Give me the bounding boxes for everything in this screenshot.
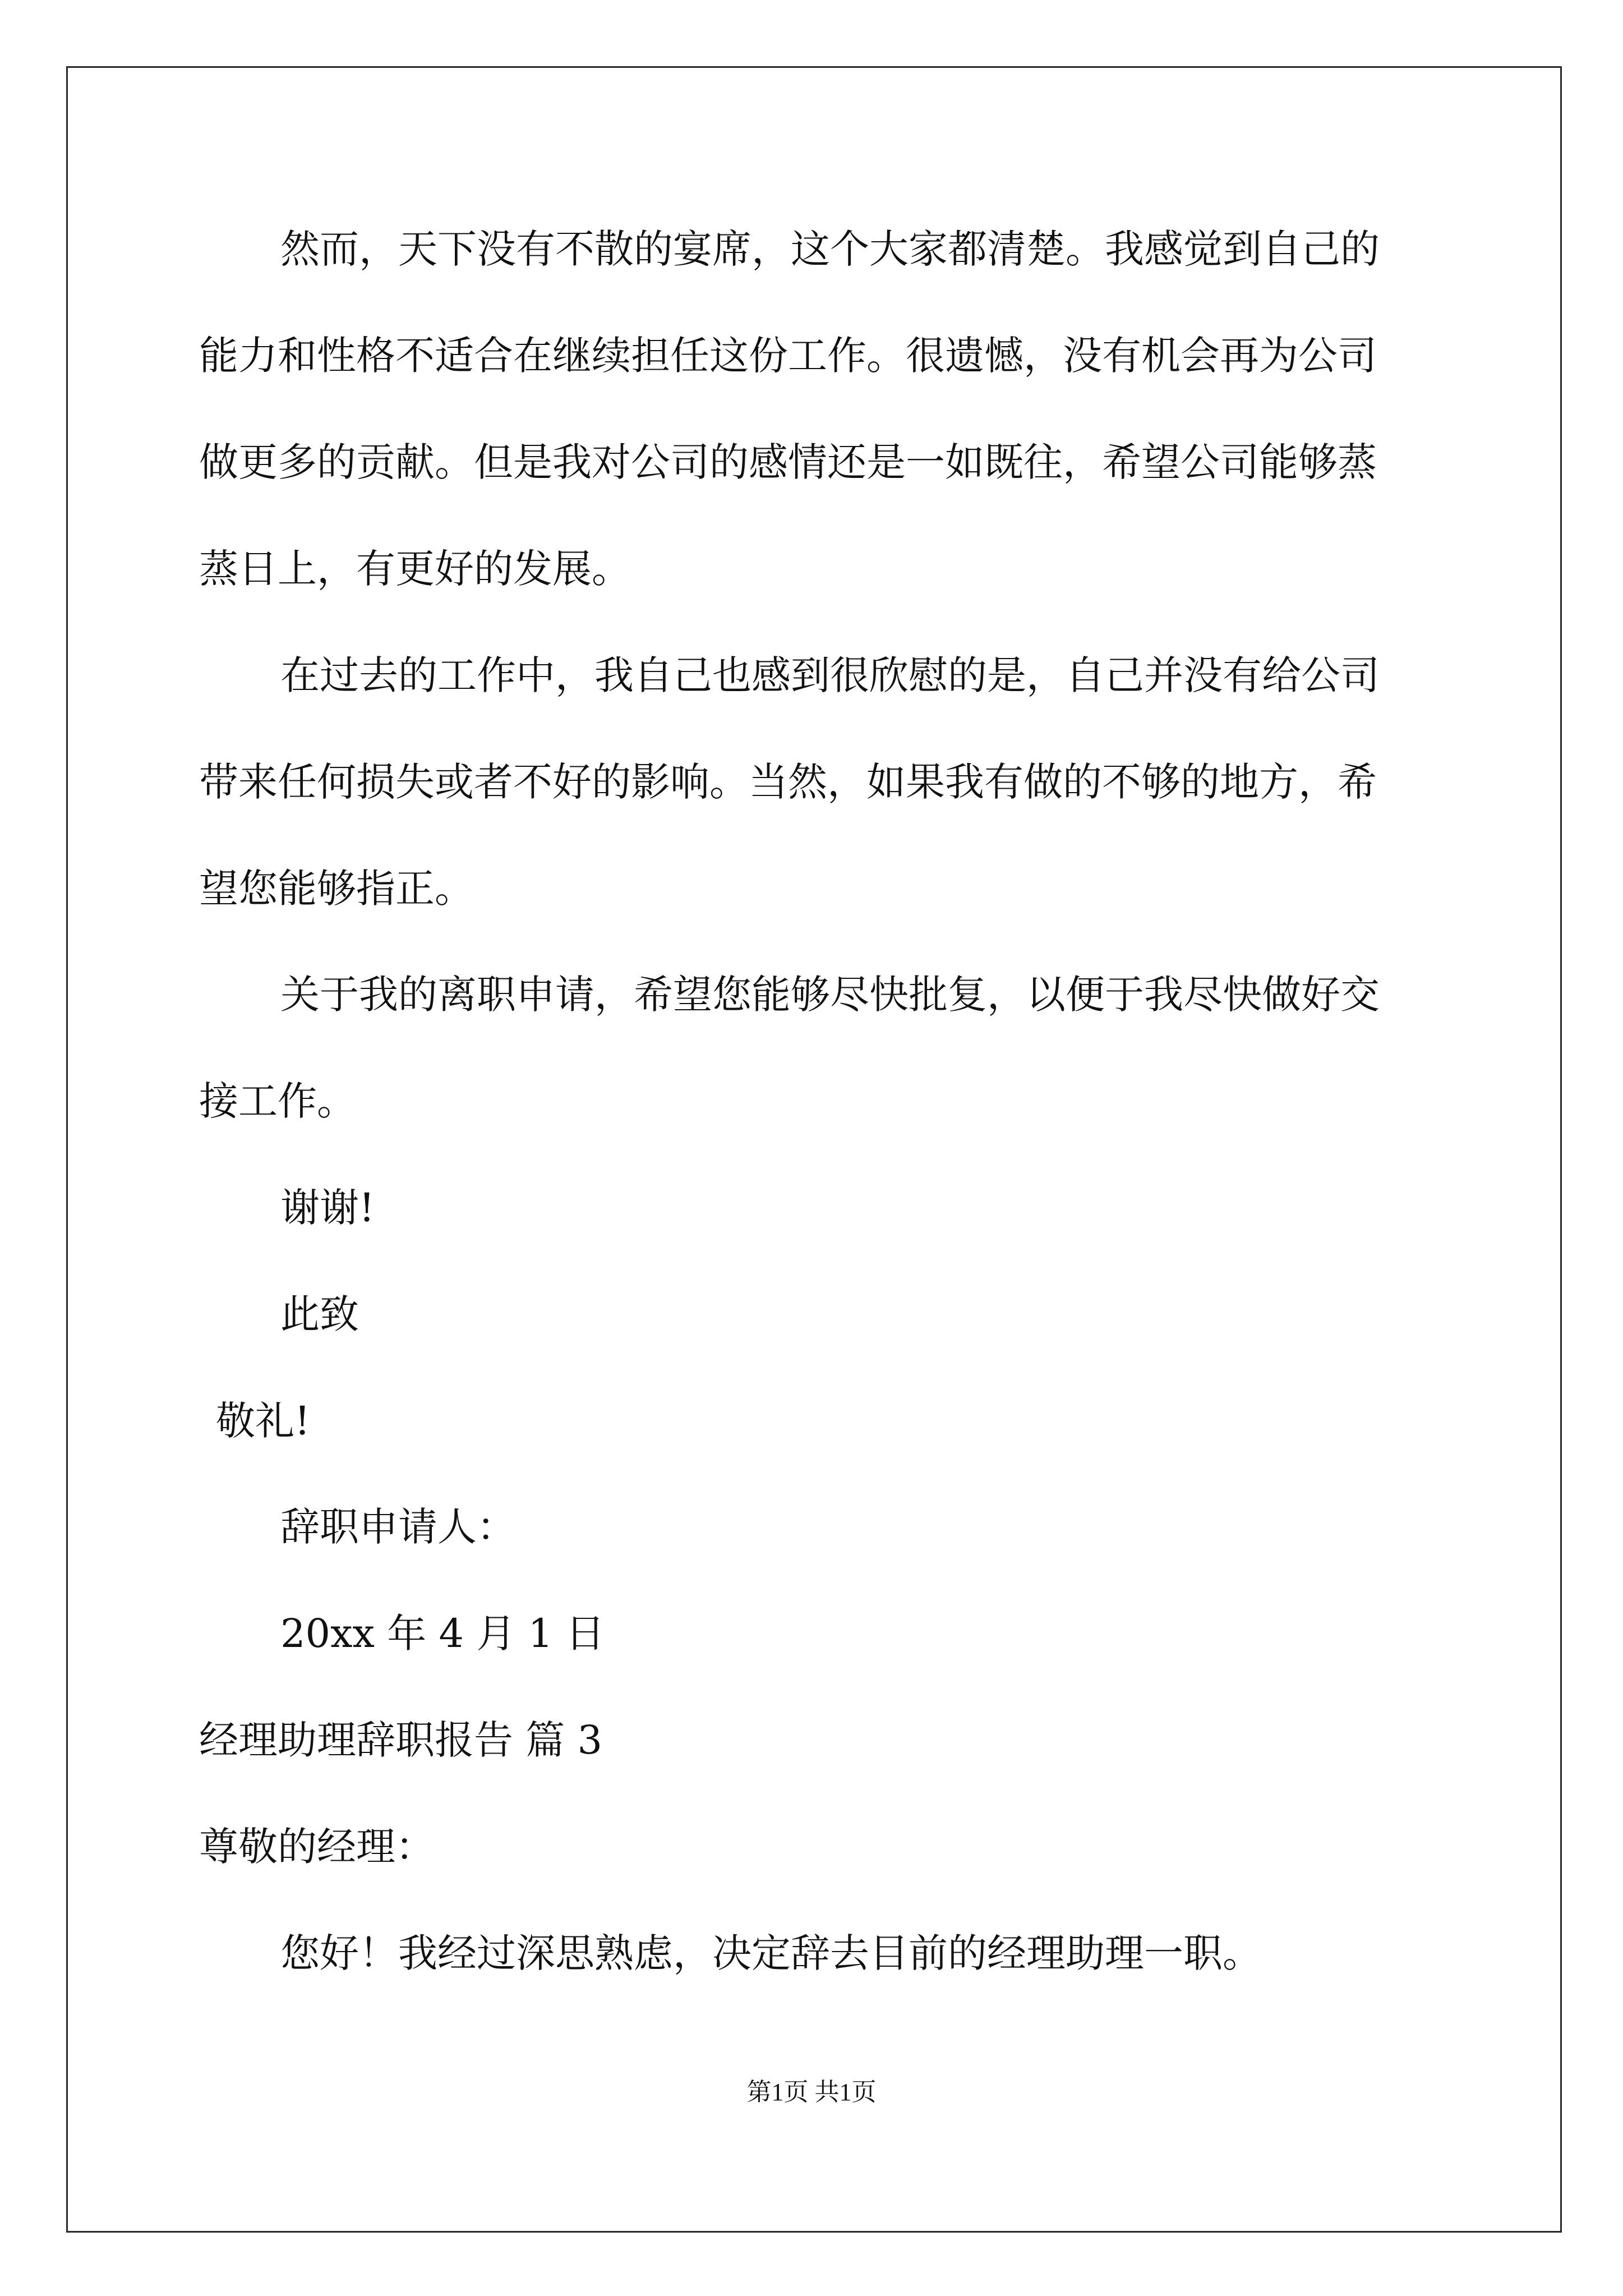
page-border [66,66,1562,2233]
paragraph-2-line-3: 望您能够指正。 [199,866,474,912]
paragraph-1-line-2: 能力和性格不适合在继续担任这份工作。很遗憾，没有机会再为公司 [199,333,1377,379]
paragraph-1-line-3: 做更多的贡献。但是我对公司的感情还是一如既往，希望公司能够蒸 [199,439,1377,485]
opening-line: 您好！我经过深思熟虑，决定辞去目前的经理助理一职。 [280,1930,1262,1976]
paragraph-2-line-2: 带来任何损失或者不好的影响。当然，如果我有做的不够的地方，希 [199,759,1377,805]
thanks-line: 谢谢! [280,1185,375,1231]
paragraph-1-line-4: 蒸日上，有更好的发展。 [199,546,631,592]
paragraph-3-line-2: 接工作。 [199,1078,356,1124]
signature-label: 辞职申请人： [280,1504,516,1550]
paragraph-3-line-1: 关于我的离职申请，希望您能够尽快批复，以便于我尽快做好交 [280,972,1380,1018]
paragraph-2-line-1: 在过去的工作中，我自己也感到很欣慰的是，自己并没有给公司 [280,652,1380,698]
paragraph-1-line-1: 然而，天下没有不散的宴席，这个大家都清楚。我感觉到自己的 [280,226,1380,272]
page-footer: 第1页 共1页 [746,2078,877,2106]
greeting-line: 尊敬的经理： [199,1824,435,1870]
closing-line: 此致 [280,1291,359,1337]
salute-line: 敬礼! [216,1398,311,1444]
section-title: 经理助理辞职报告 篇 3 [199,1717,603,1763]
date-line: 20xx 年 4 月 1 日 [280,1611,605,1657]
